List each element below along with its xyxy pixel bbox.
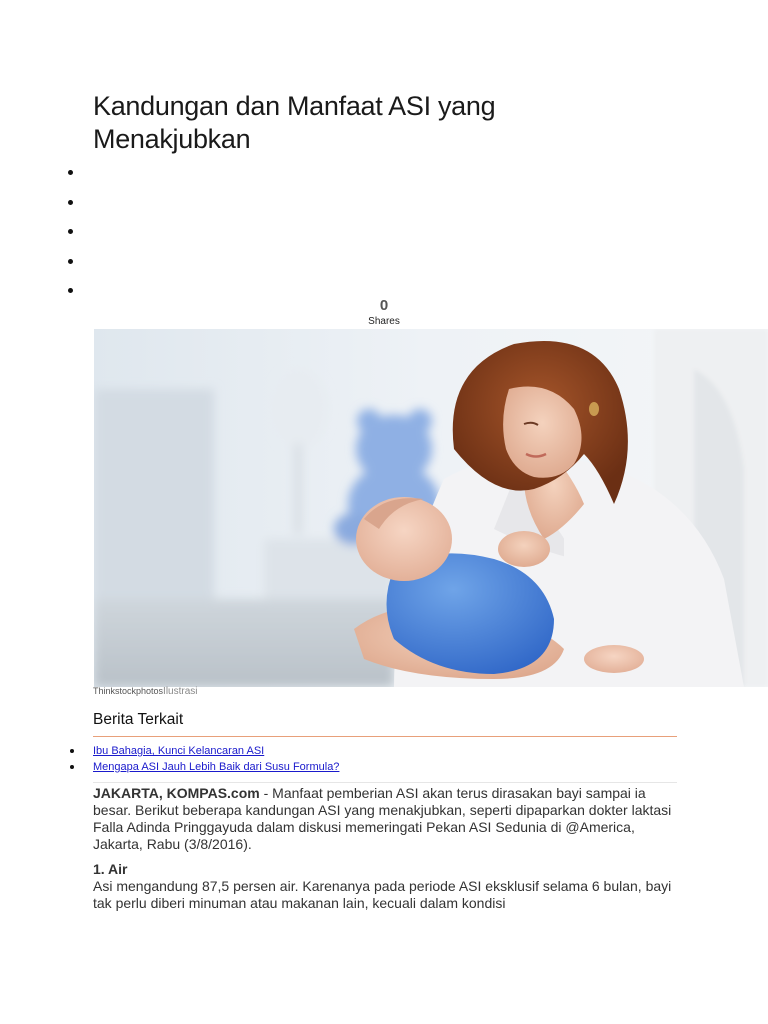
related-news-title: Berita Terkait: [93, 711, 184, 728]
article-body: [93, 785, 673, 920]
intro-paragraph: [93, 785, 673, 853]
section-heading: 1. Air: [93, 861, 128, 877]
intro-text: - Manfaat pemberian ASI akan terus dirasakan bayi sampai ia besar. Berikut beberapa kandungan ASI yang menakjubkan, seperti dipaparkan dokter laktasi Falla Adinda Pringgayuda dalam diskusi memeringati Pekan ASI Sedunia di @America, Jakarta, Rabu (3/8/2016).: [93, 785, 672, 852]
page-title: Kandungan dan Manfaat ASI yang Menakjubkan: [93, 91, 496, 154]
share-label: Shares: [368, 316, 400, 327]
section-paragraph: Asi mengandung 87,5 persen air. Karenanya pada periode ASI eksklusif selama 6 bulan, bayi tak perlu diberi minuman atau makanan lain, kecuali dalam kondisi: [93, 878, 672, 911]
dateline: JAKARTA, KOMPAS.com: [93, 785, 260, 801]
related-news-divider: [93, 736, 677, 737]
list-item: [70, 744, 339, 760]
share-counter: [364, 297, 404, 328]
share-count: 0: [379, 297, 389, 314]
content-divider: [93, 782, 677, 783]
photo-credit: Thinkstockphotos: [93, 686, 164, 696]
list-item: [70, 760, 339, 776]
photo-caption: [93, 686, 198, 697]
article-photo: [94, 329, 768, 687]
related-link-1[interactable]: Ibu Bahagia, Kunci Kelancaran ASI: [93, 745, 265, 757]
related-news-list: [70, 744, 339, 776]
photo-caption-text: Ilustrasi: [163, 686, 198, 697]
related-link-2[interactable]: Mengapa ASI Jauh Lebih Baik dari Susu Formula?: [93, 761, 340, 773]
mother-baby-photo: [94, 329, 768, 687]
